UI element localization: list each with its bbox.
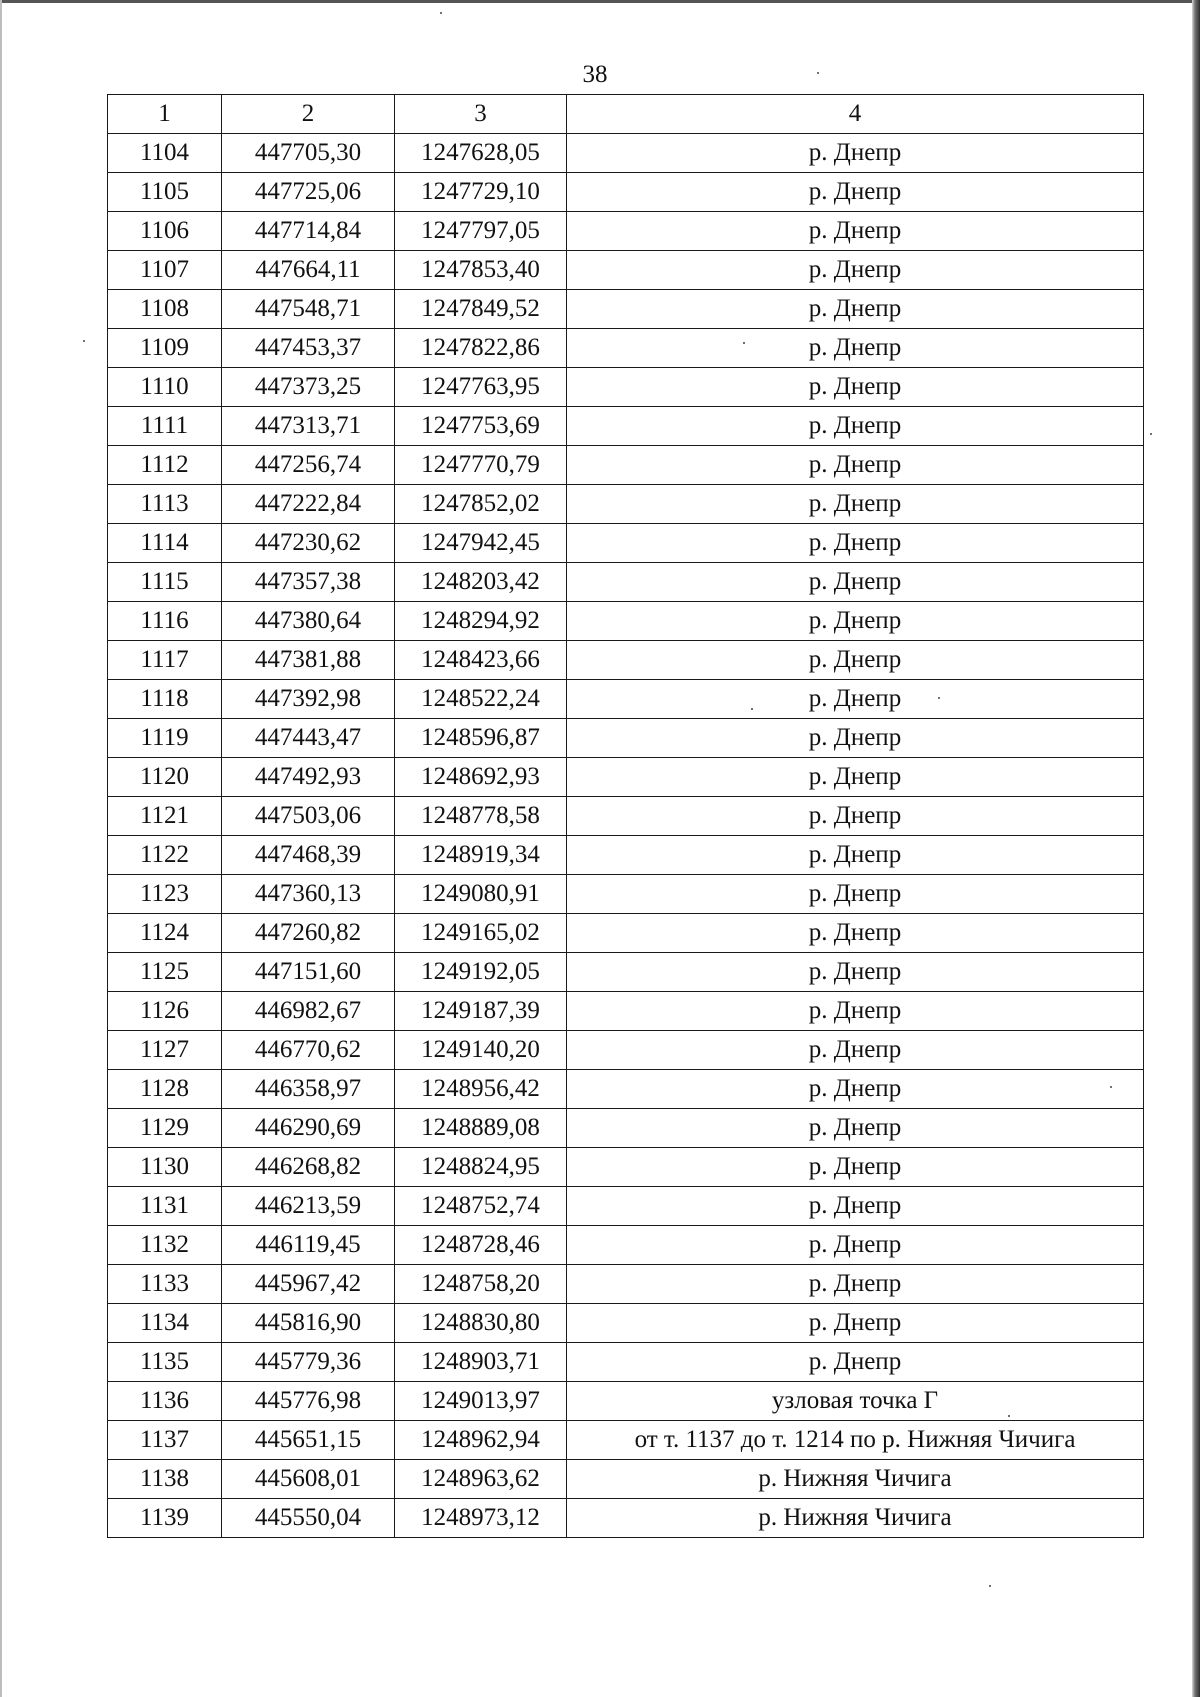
table-row (108, 563, 1144, 602)
x-coordinate-cell: 447357,38 (222, 563, 395, 602)
description-cell: р. Днепр (567, 602, 1144, 641)
point-number-cell: 1123 (108, 875, 222, 914)
x-coordinate-cell: 447256,74 (222, 446, 395, 485)
point-number-cell: 1124 (108, 914, 222, 953)
x-coordinate-cell: 447230,62 (222, 524, 395, 563)
point-number-cell: 1121 (108, 797, 222, 836)
table-row (108, 290, 1144, 329)
table-row (108, 1148, 1144, 1187)
y-coordinate-cell: 1248294,92 (395, 602, 567, 641)
table-body (108, 134, 1144, 1538)
description-cell: от т. 1137 до т. 1214 по р. Нижняя Чичига (567, 1421, 1144, 1460)
point-number-cell: 1117 (108, 641, 222, 680)
x-coordinate-cell: 446290,69 (222, 1109, 395, 1148)
table-row (108, 485, 1144, 524)
scan-speck (751, 708, 753, 710)
y-coordinate-cell: 1248758,20 (395, 1265, 567, 1304)
y-coordinate-cell: 1247753,69 (395, 407, 567, 446)
x-coordinate-cell: 445651,15 (222, 1421, 395, 1460)
y-coordinate-cell: 1247942,45 (395, 524, 567, 563)
y-coordinate-cell: 1248962,94 (395, 1421, 567, 1460)
x-coordinate-cell: 445776,98 (222, 1382, 395, 1421)
table-row (108, 836, 1144, 875)
point-number-cell: 1127 (108, 1031, 222, 1070)
table-row (108, 875, 1144, 914)
y-coordinate-cell: 1248778,58 (395, 797, 567, 836)
x-coordinate-cell: 447503,06 (222, 797, 395, 836)
x-coordinate-cell: 447222,84 (222, 485, 395, 524)
description-cell: р. Днепр (567, 212, 1144, 251)
x-coordinate-cell: 447705,30 (222, 134, 395, 173)
coordinates-table (107, 94, 1144, 1538)
point-number-cell: 1120 (108, 758, 222, 797)
table-row (108, 758, 1144, 797)
y-coordinate-cell: 1247729,10 (395, 173, 567, 212)
table-row (108, 719, 1144, 758)
scan-top-edge (0, 0, 1200, 3)
table-header-row (108, 95, 1144, 134)
table-row (108, 134, 1144, 173)
scan-speck (83, 340, 85, 342)
description-cell: р. Днепр (567, 251, 1144, 290)
x-coordinate-cell: 447380,64 (222, 602, 395, 641)
y-coordinate-cell: 1248522,24 (395, 680, 567, 719)
table-row (108, 1499, 1144, 1538)
y-coordinate-cell: 1248728,46 (395, 1226, 567, 1265)
description-cell: р. Днепр (567, 836, 1144, 875)
x-coordinate-cell: 447360,13 (222, 875, 395, 914)
table-row (108, 1265, 1144, 1304)
y-coordinate-cell: 1248903,71 (395, 1343, 567, 1382)
table-row (108, 1070, 1144, 1109)
point-number-cell: 1133 (108, 1265, 222, 1304)
x-coordinate-cell: 446358,97 (222, 1070, 395, 1109)
x-coordinate-cell: 445550,04 (222, 1499, 395, 1538)
point-number-cell: 1108 (108, 290, 222, 329)
description-cell: р. Днепр (567, 524, 1144, 563)
y-coordinate-cell: 1248596,87 (395, 719, 567, 758)
description-cell: р. Днепр (567, 446, 1144, 485)
column-header-3: 3 (395, 95, 567, 134)
y-coordinate-cell: 1247849,52 (395, 290, 567, 329)
x-coordinate-cell: 447151,60 (222, 953, 395, 992)
y-coordinate-cell: 1249192,05 (395, 953, 567, 992)
point-number-cell: 1135 (108, 1343, 222, 1382)
table-row (108, 446, 1144, 485)
point-number-cell: 1136 (108, 1382, 222, 1421)
x-coordinate-cell: 445816,90 (222, 1304, 395, 1343)
point-number-cell: 1113 (108, 485, 222, 524)
table-row (108, 914, 1144, 953)
x-coordinate-cell: 447443,47 (222, 719, 395, 758)
description-cell: р. Днепр (567, 1031, 1144, 1070)
point-number-cell: 1105 (108, 173, 222, 212)
x-coordinate-cell: 447664,11 (222, 251, 395, 290)
table-row (108, 524, 1144, 563)
point-number-cell: 1111 (108, 407, 222, 446)
y-coordinate-cell: 1248956,42 (395, 1070, 567, 1109)
table-row (108, 1343, 1144, 1382)
table-row (108, 602, 1144, 641)
description-cell: р. Днепр (567, 173, 1144, 212)
description-cell: р. Днепр (567, 680, 1144, 719)
y-coordinate-cell: 1247822,86 (395, 329, 567, 368)
description-cell: р. Днепр (567, 290, 1144, 329)
point-number-cell: 1118 (108, 680, 222, 719)
y-coordinate-cell: 1249165,02 (395, 914, 567, 953)
description-cell: р. Днепр (567, 797, 1144, 836)
table-row (108, 251, 1144, 290)
point-number-cell: 1104 (108, 134, 222, 173)
point-number-cell: 1110 (108, 368, 222, 407)
description-cell: р. Днепр (567, 875, 1144, 914)
description-cell: р. Днепр (567, 134, 1144, 173)
description-cell: р. Днепр (567, 719, 1144, 758)
scan-speck (440, 12, 442, 14)
scan-speck (1008, 1415, 1010, 1417)
point-number-cell: 1138 (108, 1460, 222, 1499)
x-coordinate-cell: 446268,82 (222, 1148, 395, 1187)
column-header-4: 4 (567, 95, 1144, 134)
table-row (108, 1382, 1144, 1421)
description-cell: р. Днепр (567, 1109, 1144, 1148)
description-cell: р. Днепр (567, 329, 1144, 368)
x-coordinate-cell: 447714,84 (222, 212, 395, 251)
y-coordinate-cell: 1248824,95 (395, 1148, 567, 1187)
description-cell: р. Днепр (567, 1148, 1144, 1187)
scan-speck (1150, 433, 1152, 435)
y-coordinate-cell: 1247628,05 (395, 134, 567, 173)
table-row (108, 680, 1144, 719)
description-cell: р. Днепр (567, 1187, 1144, 1226)
point-number-cell: 1139 (108, 1499, 222, 1538)
page-number: 38 (582, 61, 608, 88)
y-coordinate-cell: 1248203,42 (395, 563, 567, 602)
point-number-cell: 1131 (108, 1187, 222, 1226)
scan-speck (989, 1585, 991, 1587)
point-number-cell: 1125 (108, 953, 222, 992)
scan-speck (743, 342, 745, 344)
x-coordinate-cell: 447260,82 (222, 914, 395, 953)
table-row (108, 1109, 1144, 1148)
x-coordinate-cell: 446119,45 (222, 1226, 395, 1265)
y-coordinate-cell: 1249140,20 (395, 1031, 567, 1070)
x-coordinate-cell: 445608,01 (222, 1460, 395, 1499)
x-coordinate-cell: 446982,67 (222, 992, 395, 1031)
x-coordinate-cell: 445779,36 (222, 1343, 395, 1382)
x-coordinate-cell: 445967,42 (222, 1265, 395, 1304)
table-row (108, 329, 1144, 368)
table-row (108, 1187, 1144, 1226)
y-coordinate-cell: 1248889,08 (395, 1109, 567, 1148)
x-coordinate-cell: 447468,39 (222, 836, 395, 875)
table-row (108, 641, 1144, 680)
table-row (108, 1031, 1144, 1070)
point-number-cell: 1134 (108, 1304, 222, 1343)
x-coordinate-cell: 447453,37 (222, 329, 395, 368)
x-coordinate-cell: 447381,88 (222, 641, 395, 680)
y-coordinate-cell: 1248973,12 (395, 1499, 567, 1538)
description-cell: р. Днепр (567, 1070, 1144, 1109)
point-number-cell: 1129 (108, 1109, 222, 1148)
scan-right-edge (1192, 0, 1200, 1697)
scan-left-edge (0, 0, 2, 1697)
description-cell: р. Днепр (567, 407, 1144, 446)
y-coordinate-cell: 1249187,39 (395, 992, 567, 1031)
description-cell: р. Днепр (567, 641, 1144, 680)
scan-speck (938, 697, 940, 699)
y-coordinate-cell: 1248830,80 (395, 1304, 567, 1343)
point-number-cell: 1130 (108, 1148, 222, 1187)
y-coordinate-cell: 1248752,74 (395, 1187, 567, 1226)
point-number-cell: 1132 (108, 1226, 222, 1265)
y-coordinate-cell: 1248963,62 (395, 1460, 567, 1499)
table-row (108, 212, 1144, 251)
x-coordinate-cell: 447725,06 (222, 173, 395, 212)
table-row (108, 992, 1144, 1031)
description-cell: р. Днепр (567, 758, 1144, 797)
point-number-cell: 1107 (108, 251, 222, 290)
point-number-cell: 1109 (108, 329, 222, 368)
description-cell: р. Днепр (567, 914, 1144, 953)
point-number-cell: 1137 (108, 1421, 222, 1460)
description-cell: р. Нижняя Чичига (567, 1499, 1144, 1538)
x-coordinate-cell: 447392,98 (222, 680, 395, 719)
description-cell: р. Нижняя Чичига (567, 1460, 1144, 1499)
description-cell: р. Днепр (567, 368, 1144, 407)
point-number-cell: 1106 (108, 212, 222, 251)
description-cell: р. Днепр (567, 1265, 1144, 1304)
description-cell: р. Днепр (567, 1226, 1144, 1265)
y-coordinate-cell: 1249080,91 (395, 875, 567, 914)
description-cell: р. Днепр (567, 953, 1144, 992)
x-coordinate-cell: 447373,25 (222, 368, 395, 407)
table-row (108, 1304, 1144, 1343)
y-coordinate-cell: 1248692,93 (395, 758, 567, 797)
point-number-cell: 1114 (108, 524, 222, 563)
scan-speck (817, 72, 819, 74)
table-row (108, 407, 1144, 446)
y-coordinate-cell: 1247797,05 (395, 212, 567, 251)
point-number-cell: 1126 (108, 992, 222, 1031)
table-row (108, 1226, 1144, 1265)
y-coordinate-cell: 1247853,40 (395, 251, 567, 290)
point-number-cell: 1115 (108, 563, 222, 602)
table-row (108, 953, 1144, 992)
description-cell: р. Днепр (567, 1304, 1144, 1343)
point-number-cell: 1112 (108, 446, 222, 485)
table-row (108, 1460, 1144, 1499)
point-number-cell: 1119 (108, 719, 222, 758)
table-row (108, 1421, 1144, 1460)
point-number-cell: 1122 (108, 836, 222, 875)
point-number-cell: 1116 (108, 602, 222, 641)
y-coordinate-cell: 1247763,95 (395, 368, 567, 407)
scan-speck (1110, 1086, 1112, 1088)
column-header-1: 1 (108, 95, 222, 134)
description-cell: р. Днепр (567, 1343, 1144, 1382)
x-coordinate-cell: 447313,71 (222, 407, 395, 446)
point-number-cell: 1128 (108, 1070, 222, 1109)
x-coordinate-cell: 447548,71 (222, 290, 395, 329)
description-cell: р. Днепр (567, 992, 1144, 1031)
description-cell: р. Днепр (567, 485, 1144, 524)
description-cell: узловая точка Г (567, 1382, 1144, 1421)
y-coordinate-cell: 1249013,97 (395, 1382, 567, 1421)
column-header-2: 2 (222, 95, 395, 134)
y-coordinate-cell: 1248919,34 (395, 836, 567, 875)
x-coordinate-cell: 446213,59 (222, 1187, 395, 1226)
x-coordinate-cell: 446770,62 (222, 1031, 395, 1070)
x-coordinate-cell: 447492,93 (222, 758, 395, 797)
y-coordinate-cell: 1247770,79 (395, 446, 567, 485)
y-coordinate-cell: 1247852,02 (395, 485, 567, 524)
description-cell: р. Днепр (567, 563, 1144, 602)
table-row (108, 797, 1144, 836)
table-row (108, 173, 1144, 212)
y-coordinate-cell: 1248423,66 (395, 641, 567, 680)
table-row (108, 368, 1144, 407)
